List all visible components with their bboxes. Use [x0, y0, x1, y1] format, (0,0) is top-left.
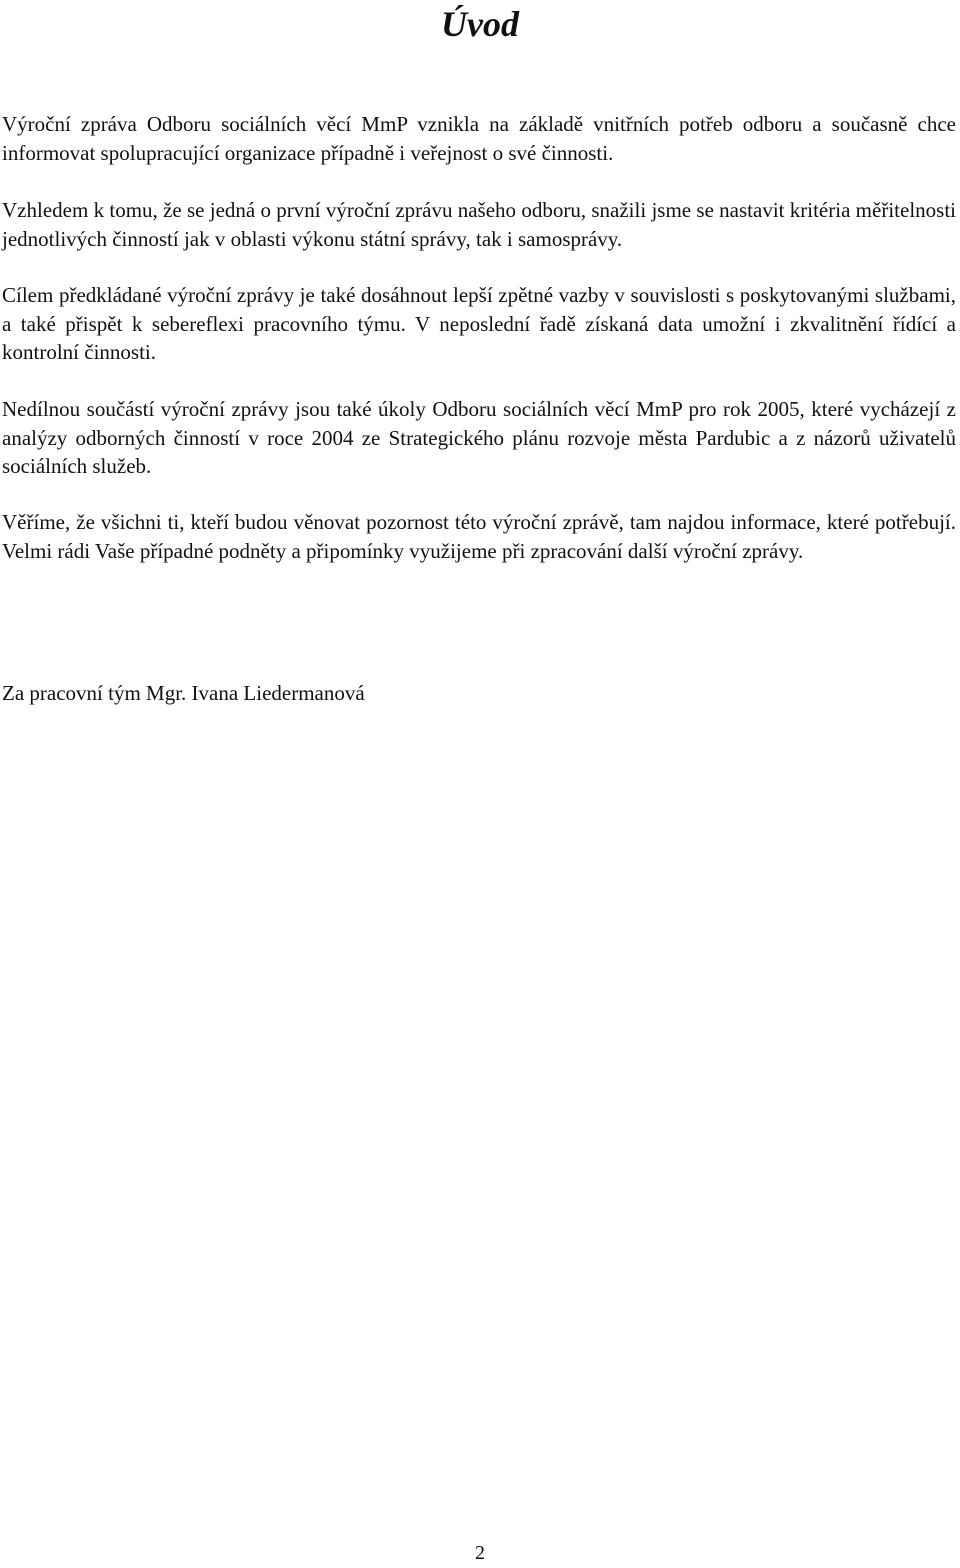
- signature-line: Za pracovní tým Mgr. Ivana Liedermanová: [2, 681, 365, 705]
- goal-paragraph: Cílem předkládané výroční zprávy je také dosáhnout lepší zpětné vazby v souvislosti s poskytovanými službami, a také přispět k sebereflexi pracovního týmu. V neposlední řadě získaná data umožní i zkvalitnění řídící a kontrolní činnosti.: [2, 283, 956, 365]
- closing-paragraph: Věříme, že všichni ti, kteří budou věnovat pozornost této výroční zprávě, tam najdou informace, které potřebují. Velmi rádi Vaše případné podněty a připomínky využijeme při zpracování další výroční zprávy.: [2, 510, 956, 563]
- page-title: Úvod: [441, 4, 519, 44]
- page-number: 2: [475, 1542, 485, 1564]
- criteria-paragraph: Vzhledem k tomu, že se jedná o první výroční zprávu našeho odboru, snažili jsme se nastavit kritéria měřitelnosti jednotlivých činností jak v oblasti výkonu státní správy, tak i samosprávy.: [2, 198, 956, 251]
- intro-paragraph: Výroční zpráva Odboru sociálních věcí MmP vznikla na základě vnitřních potřeb odboru a současně chce informovat spolupracující organizace případně i veřejnost o své činnosti.: [2, 112, 956, 165]
- tasks-paragraph: Nedílnou součástí výroční zprávy jsou také úkoly Odboru sociálních věcí MmP pro rok 2005, které vycházejí z analýzy odborných činností v roce 2004 ze Strategického plánu rozvoje města Pardubic a z názorů uživatelů sociálních služeb.: [2, 397, 956, 479]
